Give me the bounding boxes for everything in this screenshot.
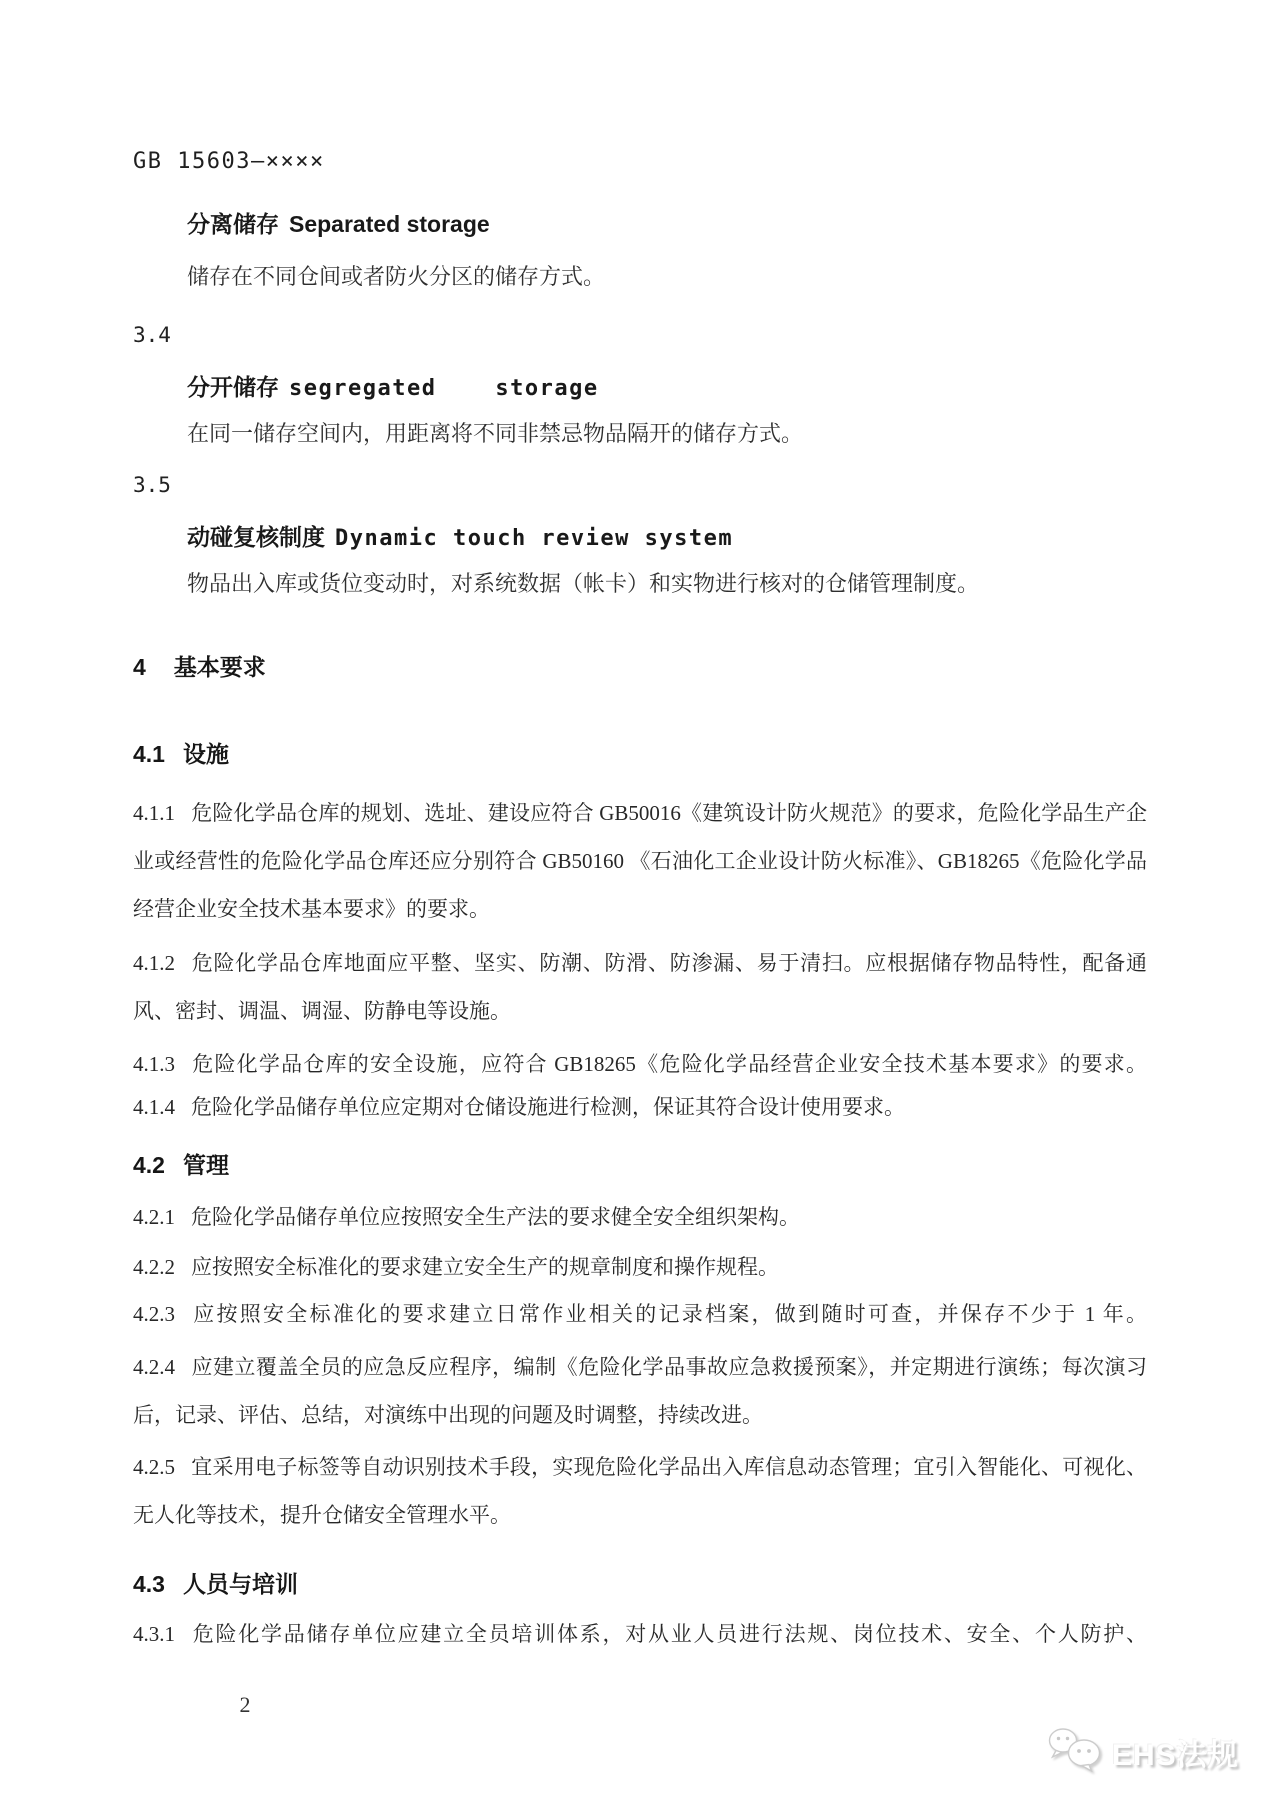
clause-4-1-3 [133,1040,1147,1088]
clause-text: 危险化学品仓库的安全设施，应符合 GB18265《危险化学品经营企业安全技术基本要求》的要求。 [191,1052,1147,1076]
clause-number: 4.3.1 [133,1622,175,1646]
clause-4-3-1 [133,1610,1147,1658]
section-number: 4.3 [133,1571,165,1597]
clause-number: 4.1.2 [133,951,175,975]
term-title-zh: 分开储存 [187,374,279,400]
section-title: 人员与培训 [182,1571,298,1597]
clause-text: 应按照安全标准化的要求建立日常作业相关的记录档案，做到随时可查，并保存不少于 1 年。 [191,1302,1147,1326]
term-definition: 储存在不同仓间或者防火分区的储存方式。 [187,264,606,289]
clause-4-2-3 [133,1290,1147,1338]
clause-text: 应建立覆盖全员的应急反应程序，编制《危险化学品事故应急救援预案》，并定期进行演练；每次演习后，记录、评估、总结，对演练中出现的问题及时调整，持续改进。 [133,1355,1147,1427]
clause-4-2-2 [133,1243,1147,1291]
chapter-number: 4 [133,654,146,680]
clause-number: 4.2.3 [133,1302,175,1326]
clause-text: 危险化学品储存单位应建立全员培训体系，对从业人员进行法规、岗位技术、安全、个人防护、 [191,1622,1147,1646]
section-heading-4-3 [133,1566,1147,1599]
clause-number: 4.2.5 [133,1455,175,1479]
clause-text: 危险化学品储存单位应按照安全生产法的要求健全安全组织架构。 [191,1205,800,1229]
watermark [1046,1726,1239,1777]
standard-number: GB 15603—×××× [133,149,325,174]
term-title-en: Separated storage [289,211,490,237]
term-title-en: segregated storage [289,376,599,401]
clause-number: 4.2.2 [133,1255,175,1279]
watermark-label: EHS法规 [1112,1738,1239,1772]
clause-number-3-4: 3.4 [133,323,171,347]
clause-text: 宜采用电子标签等自动识别技术手段，实现危险化学品出入库信息动态管理；宜引入智能化、可视化、无人化等技术，提升仓储安全管理水平。 [133,1455,1147,1527]
clause-number: 4.1.4 [133,1095,175,1119]
section-heading-4-1 [133,736,1147,769]
clause-number: 4.2.1 [133,1205,175,1229]
term-definition: 物品出入库或货位变动时，对系统数据（帐卡）和实物进行核对的仓储管理制度。 [187,571,980,596]
page-number: 2 [239,1692,251,1717]
term-title-zh: 动碰复核制度 [187,524,325,550]
clause-4-1-1 [133,789,1147,933]
term-title [187,206,1145,239]
section-number: 4.2 [133,1152,165,1178]
clause-text: 危险化学品储存单位应定期对仓储设施进行检测，保证其符合设计使用要求。 [191,1095,905,1119]
clause-4-1-4 [133,1083,1147,1131]
clause-4-2-5 [133,1443,1147,1539]
term-title [187,369,1145,402]
wechat-icon [1046,1726,1106,1777]
clause-number: 4.2.4 [133,1355,175,1379]
clause-4-2-4 [133,1343,1147,1439]
clause-4-2-1 [133,1193,1147,1241]
chapter-heading [133,649,1147,682]
clause-number: 4.1.3 [133,1052,175,1076]
clause-number: 4.1.1 [133,801,175,825]
section-number: 4.1 [133,741,165,767]
clause-text: 危险化学品仓库的规划、选址、建设应符合 GB50016《建筑设计防火规范》的要求，危险化学品生产企业或经营性的危险化学品仓库还应分别符合 GB50160 《石油化工企业设计防火标准》、GB18265《危险化学品经营企业安全技术基本要求》的要求。 [133,801,1147,921]
term-title [187,519,1145,552]
clause-text: 应按照安全标准化的要求建立安全生产的规章制度和操作规程。 [191,1255,779,1279]
section-title: 设施 [182,741,229,767]
clause-4-1-2 [133,939,1147,1035]
chapter-title: 基本要求 [173,654,266,680]
term-title-zh: 分离储存 [187,211,279,237]
section-title: 管理 [182,1152,229,1178]
clause-text: 危险化学品仓库地面应平整、坚实、防潮、防滑、防渗漏、易于清扫。应根据储存物品特性，配备通风、密封、调温、调湿、防静电等设施。 [133,951,1147,1023]
term-title-en: Dynamic touch review system [335,526,734,551]
section-heading-4-2 [133,1147,1147,1180]
term-definition: 在同一储存空间内，用距离将不同非禁忌物品隔开的储存方式。 [187,421,804,446]
clause-number-3-5: 3.5 [133,473,171,497]
